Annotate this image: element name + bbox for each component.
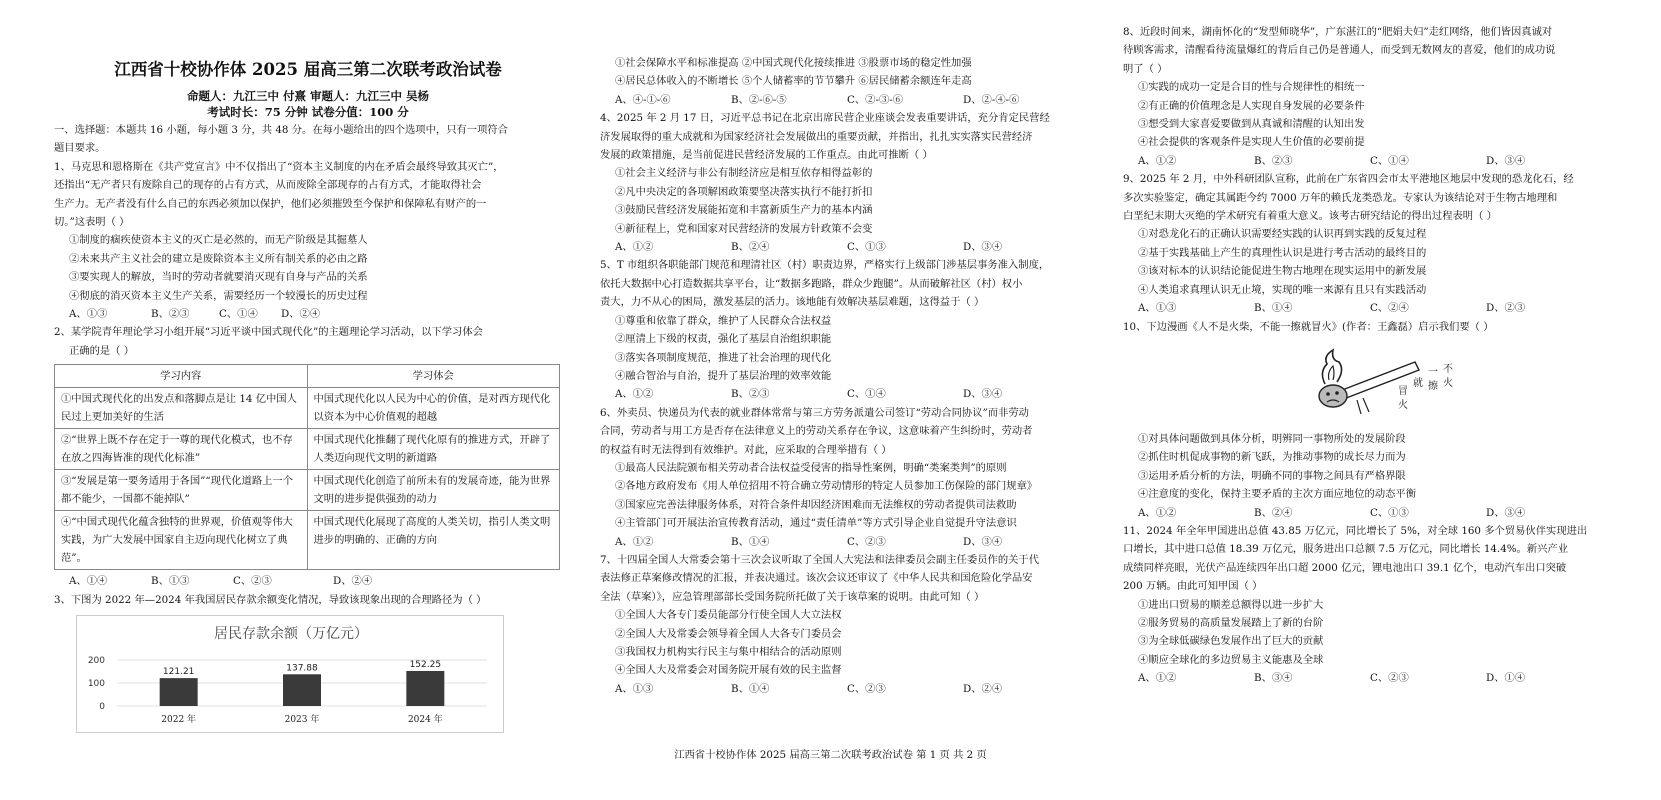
- question-1: [54, 158, 562, 324]
- choice-statement: ②抓住时机促成事物的新飞跃，为推动事物的成长尽力而为: [1138, 451, 1406, 464]
- option-d: D、③④: [1486, 154, 1526, 167]
- option-c: C、②③: [233, 575, 272, 588]
- choice-statement: ④人类追求真理认识无止境，实现的唯一来源有且只有实践活动: [1138, 283, 1427, 296]
- option-b: B、②③: [1254, 154, 1293, 167]
- option-d: D、③④: [963, 388, 1003, 401]
- choice-statement: ③落实各项制度规范，推进了社会治理的现代化: [615, 351, 832, 364]
- table-cell: 中国式现代化推翻了现代化原有的推进方式，开辟了人类迈向现代文明的新道路: [307, 429, 560, 470]
- option-a: A、①②: [1138, 672, 1177, 685]
- option-c: C、②-③-⑥: [847, 93, 904, 106]
- cartoon-word: 一: [1428, 366, 1438, 378]
- question-stem-line: 3、下图为 2022 年—2024 年我国居民存款余额变化情况，导致该现象出现的合理路径为（ ）: [54, 593, 487, 606]
- question-stem-line: 的权益有时无法得到有效维护。对此，应采取的合理举措有（ ）: [600, 443, 892, 456]
- deposit-bar-chart: [77, 616, 505, 734]
- option-b: B、②③: [151, 308, 190, 321]
- choice-statement: ④居民总体收入的不断增长 ⑤个人储蓄率的节节攀升 ⑥居民储蓄余额连年走高: [615, 75, 972, 88]
- table-cell: ②“世界上既不存在定于一尊的现代化模式，也不存在放之四海皆准的现代化标准”: [55, 429, 308, 470]
- question-11: [1123, 522, 1633, 688]
- chart-plot-area: [88, 656, 487, 725]
- option-a: A、①②: [615, 388, 654, 401]
- choice-statement: ②基于实践基础上产生的真理性认识是进行考古活动的最终目的: [1138, 246, 1427, 259]
- choice-statement: ①实践的成功一定是合目的性与合规律性的相统一: [1138, 81, 1365, 94]
- question-stem-line: 口增长，其中进口总值 18.39 万亿元，服务进出口总额 7.5 万亿元，同比增长 14.4%。新兴产业: [1123, 543, 1569, 556]
- table-row: [55, 511, 560, 570]
- table-cell: ①中国式现代化的出发点和落脚点是让 14 亿中国人民过上更加美好的生活: [55, 388, 308, 429]
- option-a: A、①②: [1138, 154, 1177, 167]
- choice-statement: ④注意度的变化，保持主要矛盾的主次方面应地位的动态平衡: [1138, 488, 1417, 501]
- option-c: C、①④: [219, 308, 258, 321]
- choice-statement: ③鼓励民营经济发展能拓宽和丰富新质生产力的基本内涵: [615, 204, 873, 217]
- answer-options: [54, 305, 562, 323]
- answer-options: [600, 385, 1105, 403]
- table-cell: 中国式现代化展现了高度的人类关切，指引人类文明进步的明确的、正确的方向: [307, 511, 560, 570]
- option-c: C、②④: [1370, 302, 1409, 315]
- chart-data-label: 121.21: [162, 667, 195, 678]
- cartoon-word: 火: [1443, 377, 1453, 389]
- question-2: [54, 323, 562, 590]
- table-row: [55, 429, 560, 470]
- question-9: [1123, 170, 1633, 317]
- deposit-chart: [76, 615, 504, 733]
- answer-options: [600, 533, 1105, 551]
- table-cell: ③“发展是第一要务适用于各国”“现代化道路上一个都不能少，一国都不能掉队”: [55, 470, 308, 511]
- chart-bar: [406, 671, 444, 706]
- table-cell: 中国式现代化创造了前所未有的发展奇迹，能为世界文明的进步提供强劲的动力: [307, 470, 560, 511]
- option-c: C、②③: [1370, 672, 1409, 685]
- question-10: [1123, 318, 1633, 522]
- question-stem-line: 9、2025 年 2 月，中外科研团队宣称，此前在广东省四会市太平港地区地层中发现的恐龙化石，经: [1123, 173, 1574, 186]
- choice-statement: ③我国权力机构实行民主与集中相结合的活动原则: [615, 646, 842, 658]
- option-a: A、④-①-⑥: [615, 93, 671, 106]
- chart-bar: [160, 678, 198, 706]
- cartoon-word: 冒: [1398, 385, 1408, 397]
- table-header: 学习内容: [55, 365, 308, 388]
- choice-statement: ①最高人民法院颁布相关劳动者合法权益受侵害的指导性案例，明确“类案类判”的原则: [615, 461, 1007, 474]
- question-stem-line: 4、2025 年 2 月 17 日，习近平总书记在北京出席民营企业座谈会发表重要讲话，充分肯定民营经: [600, 112, 1050, 125]
- question-stem-line: 成绩同样亮眼，光伏产品连续四年出口超 2000 亿元，锂电池出口 39.1 亿个，电动汽车出口突破: [1123, 561, 1567, 574]
- answer-options: [1123, 669, 1633, 687]
- choice-statement: ④全国人大及常委会对国务院开展有效的民主监督: [615, 664, 842, 677]
- answer-options: [600, 238, 1105, 256]
- question-stem-line: 待顾客需求，清醒看待流量爆红的背后自己仍是普通人，而受到无数网友的喜爱，他们的成功说: [1123, 44, 1556, 57]
- option-a: A、①④: [69, 575, 108, 588]
- question-5: [600, 256, 1105, 403]
- answer-options: [1123, 152, 1633, 170]
- chart-x-tick-label: 2024 年: [407, 715, 443, 726]
- question-stem-line: 发展的政策措施，是当前促进民营经济发展的工作重点。由此可推断（ ）: [600, 149, 933, 162]
- cartoon-word: 不: [1443, 363, 1453, 375]
- question-stem-line: 1、马克思和恩格斯在《共产党宣言》中不仅指出了“资本主义制度的内在矛盾会最终导致其灭亡”，: [54, 160, 504, 173]
- choice-statement: ①制度的痼疾使资本主义的灭亡是必然的，而无产阶级是其掘墓人: [69, 234, 368, 247]
- question-stem-line: 10、下边漫画《人不是火柴，不能一擦就冒火》(作者：王鑫磊）启示我们要（ ）: [1123, 320, 1494, 333]
- chart-title: 居民存款余额（万亿元）: [214, 626, 368, 643]
- column-2: [600, 54, 1105, 800]
- exam-duration-score: 考试时长：75 分钟 试卷分值：100 分: [207, 105, 409, 119]
- choice-statement: ④彻底的消灭资本主义生产关系，需要经历一个较漫长的历史过程: [69, 289, 368, 302]
- option-d: D、②-④-⑥: [963, 93, 1020, 106]
- chart-x-tick-label: 2022 年: [161, 715, 197, 726]
- answer-options: [600, 91, 1105, 109]
- option-c: C、①③: [847, 241, 886, 254]
- question-stem-line: 生产力。无产者没有什么自己的东西必须加以保护，他们必须摧毁至今保护和保障私有财产的一: [54, 197, 487, 210]
- option-a: A、①②: [615, 241, 654, 254]
- answer-options: [1123, 504, 1633, 522]
- answer-options: [1123, 299, 1633, 317]
- chart-y-tick-label: 100: [87, 679, 105, 690]
- chart-bar: [283, 674, 321, 706]
- question-stem-line: 11、2024 年全年甲国进出总值 43.85 万亿元，同比增长了 5%，对全球 160 多个贸易伙伴实现进出: [1123, 524, 1588, 537]
- choice-statement: ④顺应全球化的多边贸易主义能惠及全球: [1138, 653, 1324, 666]
- choice-statement: ①全国人大各专门委员能部分行使全国人大立法权: [615, 609, 842, 622]
- cartoon-word: 就: [1413, 377, 1423, 389]
- choice-statement: ①社会主义经济与非公有制经济应是相互依存相得益彰的: [615, 167, 873, 180]
- question-8: [1123, 23, 1633, 170]
- option-b: B、①④: [731, 535, 770, 548]
- chart-y-tick-label: 200: [87, 656, 105, 667]
- option-d: D、①④: [1486, 672, 1526, 685]
- option-d: D、②③: [1486, 302, 1526, 315]
- choice-statement: ②厘清上下级的权责，强化了基层自治组织职能: [615, 333, 832, 346]
- option-a: A、①③: [1138, 302, 1177, 315]
- question-stem-line: 切。”这表明（ ）: [54, 216, 130, 229]
- question-stem-line: 6、外卖员、快递员为代表的就业群体常常与第三方劳务派遣公司签订“劳动合同协议”而非劳动: [600, 406, 1029, 419]
- option-d: D、②④: [333, 575, 373, 588]
- question-stem-line: 5、T 市组织各职能部门规范和理清社区（村）职责边界，严格实行上级部门涉基层事务准入制度，: [600, 259, 1050, 272]
- option-b: B、①③: [151, 575, 190, 588]
- option-b: B、③④: [1254, 672, 1293, 685]
- choice-statement: ①对具体问题做到具体分析，明辨同一事物所处的发展阶段: [1138, 432, 1406, 445]
- option-c: C、②③: [847, 682, 886, 695]
- choice-statement: ①对恐龙化石的正确认识需要经实践的认识再到实践的反复过程: [1138, 228, 1427, 241]
- option-c: C、①③: [1370, 506, 1409, 519]
- option-b: B、②③: [731, 388, 770, 401]
- option-c: C、①④: [847, 388, 886, 401]
- choice-statement: ③运用矛盾分析的方法，明确不同的事物之间具有严格界限: [1138, 469, 1406, 482]
- question-stem-line: 多次实验鉴定，确定其属距今约 7000 万年的赖氏龙类恐龙。专家认为该结论对于生物古地理和: [1123, 191, 1558, 204]
- option-a: A、①③: [69, 308, 108, 321]
- choice-statement: ③为全球低碳绿色发展作出了巨大的贡献: [1138, 635, 1324, 648]
- option-d: D、③④: [1486, 506, 1526, 519]
- exam-title: 江西省十校协作体 2025 届高三第二次联考政治试卷: [114, 60, 502, 79]
- option-a: A、①③: [615, 682, 654, 695]
- choice-statement: ②各地方政府发布《用人单位招用不符合确立劳动情形的特定人员参加工伤保险的部门规章》: [615, 480, 1038, 493]
- option-d: D、③④: [963, 241, 1003, 254]
- question-stem-line: 责大，力不从心的困局，激发基层的活力。该地能有效解决基层难题，这得益于（ ）: [600, 296, 985, 309]
- choice-statement: ②凡中央决定的各项解困政策要坚决落实执行不能打折扣: [615, 185, 873, 198]
- choice-statement: ②有正确的价值理念是人实现自身发展的必要条件: [1138, 99, 1365, 112]
- option-c: C、②③: [847, 535, 886, 548]
- choice-statement: ③要实现人的解放，当时的劳动者就要消灭现有自身与产品的关系: [69, 271, 368, 284]
- cartoon-word: 擦: [1428, 380, 1438, 392]
- cartoon-match-icon: [1297, 342, 1457, 424]
- option-b: B、①④: [1254, 302, 1293, 315]
- option-b: B、②④: [731, 241, 770, 254]
- choice-statement: ④社会提供的客观条件是实现人生价值的必要前提: [1138, 136, 1365, 149]
- question-stem-line: 依托大数据中心打造数据共享平台，让“数据多跑路，群众少跑腿”。从而破解社区（村）权小: [600, 277, 1023, 290]
- study-table: [54, 364, 560, 570]
- question-6: [600, 404, 1105, 551]
- option-d: D、③④: [963, 535, 1003, 548]
- question-stem-line: 济发展取得的重大成就和为国家经济社会发展做出的重要贡献，并指出，扎扎实实落实民营经济: [600, 130, 1033, 143]
- chart-y-tick-label: 0: [99, 702, 105, 713]
- choice-statement: ④融合智治与自治，提升了基层治理的效率效能: [615, 369, 832, 382]
- question-stem-line: 正确的是（ ）: [69, 344, 135, 357]
- choice-statement: ②服务贸易的高质量发展踏上了新的台阶: [1138, 616, 1324, 629]
- option-b: B、②-⑥-⑤: [731, 93, 787, 106]
- choice-statement: ②未来共产主义社会的建立是废除资本主义所有制关系的必由之路: [69, 252, 368, 265]
- choice-statement: ①社会保障水平和标准提高 ②中国式现代化接续推进 ③股票市场的稳定性加强: [615, 57, 972, 69]
- option-a: A、①②: [1138, 506, 1177, 519]
- page-footer: 江西省十校协作体 2025 届高三第二次联考政治试卷 第 1 页 共 2 页: [674, 749, 987, 761]
- question-stem-line: 白垩纪末期大灭绝的学术研究有着重大意义。该考古研究结论的得出过程表明（ ）: [1123, 210, 1497, 223]
- answer-options: [600, 680, 1105, 698]
- choice-statement: ④新征程上，党和国家对民营经济的发展方针政策不会变: [615, 222, 873, 235]
- table-row: [55, 470, 560, 511]
- question-3-stem: [54, 591, 562, 609]
- column-1: [54, 58, 562, 800]
- question-stem-line: 8、近段时间来，湖南怀化的“发型师晓华”，广东湛江的“肥娟夫妇”走红网络，他们皆因真诚对: [1123, 26, 1553, 38]
- option-c: C、①④: [1370, 154, 1409, 167]
- chart-x-tick-label: 2023 年: [284, 715, 320, 726]
- option-d: D、②④: [281, 308, 321, 321]
- table-cell: 中国式现代化以人民为中心的价值，是对西方现代化以资本为中心价值观的超越: [307, 388, 560, 429]
- option-b: B、①④: [731, 682, 770, 695]
- table-header-row: [55, 365, 560, 388]
- choice-statement: ③国家应完善法律服务体系，对符合条件却因经济困难而无法维权的劳动者提供司法救助: [615, 498, 1017, 511]
- table-row: [55, 388, 560, 429]
- section-intro-line: 一、选择题：本题共 16 小题，每小题 3 分，共 48 分。在每小题给出的四个选项中，只有一项符合: [54, 124, 508, 136]
- option-a: A、①②: [615, 535, 654, 548]
- column-3: [1123, 23, 1633, 800]
- choice-statement: ①尊重和依靠了群众，维护了人民群众合法权益: [615, 314, 832, 327]
- question-4: [600, 109, 1105, 256]
- table-cell: ④“中国式现代化蕴含独特的世界观，价值观等伟大实践，为广大发展中国家自主迈向现代化树立了典范”。: [55, 511, 308, 570]
- chart-data-label: 137.88: [286, 663, 318, 674]
- question-stem-line: 200 万辆。由此可知甲国（ ）: [1123, 580, 1263, 593]
- question-3-choices: [600, 54, 1105, 109]
- exam-authors: 命题人：九江三中 付熹 审题人：九江三中 吴杨: [186, 89, 429, 103]
- choice-statement: ③该对标本的认识结论能促进生物古地理在现实运用中的新发展: [1138, 265, 1427, 278]
- option-d: D、②④: [963, 682, 1003, 695]
- question-stem-line: 2、某学院青年理论学习小组开展“习近平谈中国式现代化”的主题理论学习活动，以下学习体会: [54, 326, 483, 339]
- question-stem-line: 7、十四届全国人大常委会第十三次会议听取了全国人大宪法和法律委员会副主任委员作的关于代: [600, 553, 1040, 566]
- question-7: [600, 551, 1105, 698]
- cartoon-illustration: [1297, 342, 1457, 424]
- choice-statement: ②全国人大及常委会领导着全国人大各专门委员会: [615, 627, 842, 640]
- question-stem-line: 表法修正草案修改情况的汇报，并表决通过。该次会议还审议了《中华人民共和国危险化学品安: [600, 572, 1033, 585]
- answer-options: [54, 572, 562, 590]
- cartoon-word: 火: [1398, 399, 1408, 411]
- question-stem-line: 还指出“无产者只有废除自己的现存的占有方式，从而废除全部现存的占有方式，才能取得社会: [54, 179, 482, 192]
- question-stem-line: 合同，劳动者与用工方是否存在法律意义上的劳动关系存在争议，这意味着产生纠纷时，劳动者: [600, 425, 1033, 438]
- section-intro-line: 题目要求。: [54, 142, 106, 155]
- choice-statement: ④主管部门可开展法治宣传教育活动，通过“责任清单”等方式引导企业自觉提升守法意识: [615, 517, 1017, 530]
- choice-statement: ①进出口贸易的顺差总额得以进一步扩大: [1138, 598, 1324, 611]
- choice-statement: ③想受到大家喜爱要做到从真诚和清醒的认知出发: [1138, 118, 1365, 131]
- option-b: B、②④: [1254, 506, 1293, 519]
- question-stem-line: 明了（ ）: [1123, 62, 1168, 75]
- question-stem-line: 全法（草案）》，应急管理部部长受国务院所托做了关于该草案的说明。由此可知（ ）: [600, 590, 985, 603]
- chart-data-label: 152.25: [409, 660, 442, 671]
- table-header: 学习体会: [307, 365, 560, 388]
